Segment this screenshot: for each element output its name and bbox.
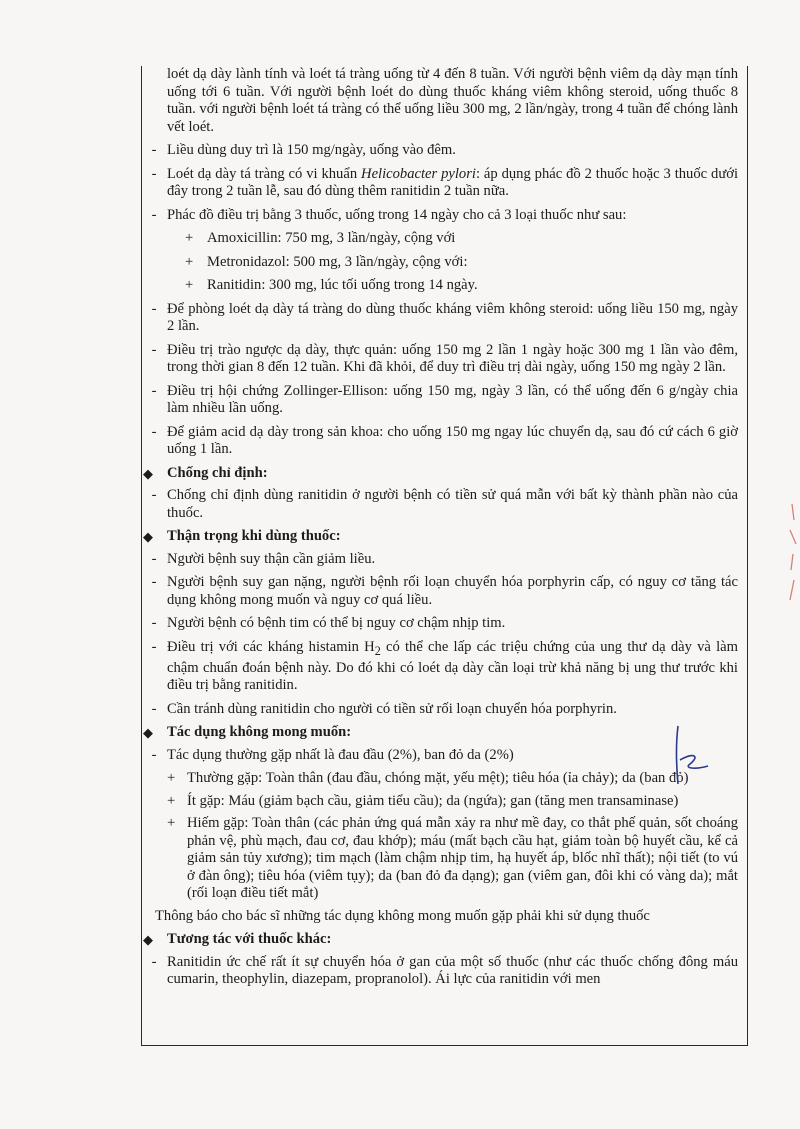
interactions-heading-text: Tương tác với thuốc khác: [167, 931, 332, 948]
dash-marker: - [151, 300, 157, 317]
adverse-frequency-item [147, 793, 738, 811]
precaution-cardiac-text: Người bệnh có bệnh tim có thể bị nguy cơ chậm nhịp tim. [167, 615, 506, 631]
adverse-effects-heading [143, 724, 738, 742]
adverse-frequency-text: Ít gặp: Máu (giảm bạch cầu, giảm tiểu cầu); da (ngứa); gan (tăng men transaminase) [187, 792, 679, 809]
dash-marker: - [151, 746, 157, 763]
precaution-porphyria-text: Cần tránh dùng ranitidin cho người có tiền sử rối loạn chuyển hóa porphyrin. [167, 700, 617, 717]
adverse-frequency-item [147, 770, 738, 788]
obstetric-text: Để giảm acid dạ dày trong sản khoa: cho uống 150 mg ngay lúc chuyển dạ, sau đó cứ cách 6 giờ uống 1 lần. [167, 423, 738, 457]
diamond-bullet-icon: ◆ [143, 725, 153, 741]
precaution-h2-item [147, 639, 738, 695]
h2-subscript: 2 [374, 643, 381, 658]
adverse-frequency-text: Hiếm gặp: Toàn thân (các phản ứng quá mẫn xảy ra như mề đay, co thắt phế quản, sốt choáng phản vệ, phù mạch, đau cơ, đau khớp); máu (mất bạch cầu hạt, giảm toàn bộ huyết cầu, kể cả giảm sản tủy xương); tim mạch (làm chậm nhịp tim, hạ huyết áp, blốc nhĩ thất); nội tiết (to vú ở đàn ông); tiêu hóa (viêm tụy); da (ban đỏ đa dạng); gan (viêm gan, đôi khi có vàng da); mắt (rối loạn điều tiết mắt) [187, 815, 738, 902]
adverse-common-text: Tác dụng thường gặp nhất là đau đầu (2%), ban đỏ da (2%) [167, 746, 514, 763]
precautions-heading [143, 528, 738, 546]
regimen-item [147, 230, 738, 248]
contraindication-text: Chống chỉ định dùng ranitidin ở người bệnh có tiền sử quá mẫn với bất kỳ thành phần nào của thuốc. [167, 487, 738, 521]
dash-marker: - [151, 638, 157, 655]
contraindication-heading [143, 464, 738, 483]
interactions-heading [143, 931, 738, 949]
contraindication-heading-text: Chống chỉ định: [167, 464, 268, 481]
precaution-cardiac-item [147, 615, 738, 633]
dosage-hp-item [147, 166, 738, 201]
nsaid-text: Để phòng loét dạ dày tá tràng do dùng thuốc kháng viêm không steroid: uống liều 150 mg, ngày 2 lần. [167, 300, 738, 334]
regimen-text: Amoxicillin: 750 mg, 3 lần/ngày, cộng với [207, 230, 456, 246]
diamond-bullet-icon: ◆ [143, 932, 153, 948]
dosage-maintenance-text: Liều dùng duy trì là 150 mg/ngày, uống vào đêm. [167, 142, 456, 158]
dash-marker: - [151, 142, 157, 158]
dosage-hp-text: Loét dạ dày tá tràng có vi khuẩn [167, 165, 362, 182]
dosage-maintenance-item [147, 142, 738, 160]
diamond-bullet-icon: ◆ [143, 465, 153, 481]
dash-marker: - [151, 953, 157, 970]
dash-marker: - [151, 700, 157, 717]
precaution-hepatic-text: Người bệnh suy gan nặng, người bệnh rối loạn chuyển hóa porphyrin cấp, có nguy cơ tăng tác dụng không mong muốn và nguy cơ quá liều. [167, 574, 738, 608]
regimen-item [147, 277, 738, 295]
adverse-notice: Thông báo cho bác sĩ những tác dụng không mong muốn gặp phải khi sử dụng thuốc [155, 907, 650, 924]
dosage-zollinger-item [147, 383, 738, 418]
plus-marker: + [167, 792, 176, 809]
precaution-h2-text: Điều trị với các kháng histamin H [167, 638, 375, 655]
signature-mark [664, 722, 714, 788]
reflux-text: Điều trị trào ngược dạ dày, thực quản: uống 150 mg 2 lần 1 ngày hoặc 300 mg 1 lần vào đêm, trong thời gian 8 đến 12 tuần. Khi đã khỏi, để duy trì điều trị dài ngày, uống 150 mg ngày 2 lần. [167, 341, 738, 375]
precaution-renal-item [147, 551, 738, 569]
document-body [141, 66, 748, 995]
dash-marker: - [151, 487, 157, 503]
dosage-obstetric-item [147, 424, 738, 459]
adverse-frequency-text: Thường gặp: Toàn thân (đau đầu, chóng mặt, yếu mệt); tiêu hóa (ỉa chảy); da (ban đỏ) [187, 770, 689, 787]
plus-marker: + [185, 277, 194, 293]
bacteria-name: Helicobacter pylori [361, 165, 476, 182]
regimen-text: Ranitidin: 300 mg, lúc tối uống trong 14 ngày. [207, 277, 478, 293]
dash-marker: - [151, 423, 157, 440]
plus-marker: + [185, 230, 194, 246]
diamond-bullet-icon: ◆ [143, 529, 153, 544]
precaution-renal-text: Người bệnh suy thận cần giảm liều. [167, 550, 376, 567]
regimen-item [147, 254, 738, 272]
interactions-text: Ranitidin ức chế rất ít sự chuyển hóa ở gan của một số thuốc (như các thuốc chống đông máu cumarin, theophylin, diazepam, propranolol). Ái lực của ranitidin với men [167, 953, 738, 988]
precautions-heading-text: Thận trọng khi dùng thuốc: [167, 528, 341, 544]
dash-marker: - [151, 615, 157, 631]
adverse-frequency-item [147, 815, 738, 903]
dash-marker: - [151, 574, 157, 590]
dosage-nsaid-item [147, 301, 738, 336]
dosage-reflux-item [147, 342, 738, 377]
plus-marker: + [167, 770, 176, 787]
zollinger-text: Điều trị hội chứng Zollinger-Ellison: uống 150 mg, ngày 3 lần, có thể uống đến 6 g/ngày chia làm nhiều lần uống. [167, 382, 738, 416]
margin-stamp-mark [784, 500, 800, 610]
interactions-item [147, 954, 738, 989]
adverse-heading-text: Tác dụng không mong muốn: [167, 724, 352, 741]
plus-marker: + [185, 253, 194, 270]
triple-therapy-text: Phác đồ điều trị bằng 3 thuốc, uống trong 14 ngày cho cả 3 loại thuốc như sau: [167, 206, 627, 223]
adverse-common-item [147, 747, 738, 765]
dosage-intro-paragraph: loét dạ dày lành tính và loét tá tràng uống từ 4 đến 8 tuần. Với người bệnh viêm dạ dày mạn tính uống tới 6 tuần. Với người bệnh loét do dùng thuốc kháng viêm không steroid, uống thuốc 8 tuần. với người bệnh loét tá tràng có thể uống liều 300 mg, 2 lần/ngày, trong 4 tuần để chóng lành vết loét. [167, 66, 738, 135]
dosage-hp-text-after: : áp dụng phác đồ 2 thuốc hoặc 3 thuốc dưới đây trong 2 tuần lễ, sau đó dùng thêm ranitidin 2 tuần nữa. [167, 165, 738, 199]
precaution-hepatic-item [147, 574, 738, 609]
contraindication-item [147, 487, 738, 522]
regimen-text: Metronidazol: 500 mg, 3 lần/ngày, cộng với: [207, 253, 468, 270]
precaution-porphyria-item [147, 701, 738, 719]
plus-marker: + [167, 815, 176, 832]
dash-marker: - [151, 206, 157, 223]
dash-marker: - [151, 550, 157, 567]
dash-marker: - [151, 382, 157, 399]
precaution-h2-text-after: có thể che lấp các triệu chứng của ung thư dạ dày và làm chậm chuẩn đoán bệnh này. Do đó khi có loét dạ dày cần loại trừ khả năng bị ung thư trước khi điều trị bằng ranitidin. [167, 638, 739, 694]
dash-marker: - [151, 341, 157, 358]
dash-marker: - [151, 165, 157, 182]
dosage-triple-therapy-item [147, 207, 738, 225]
